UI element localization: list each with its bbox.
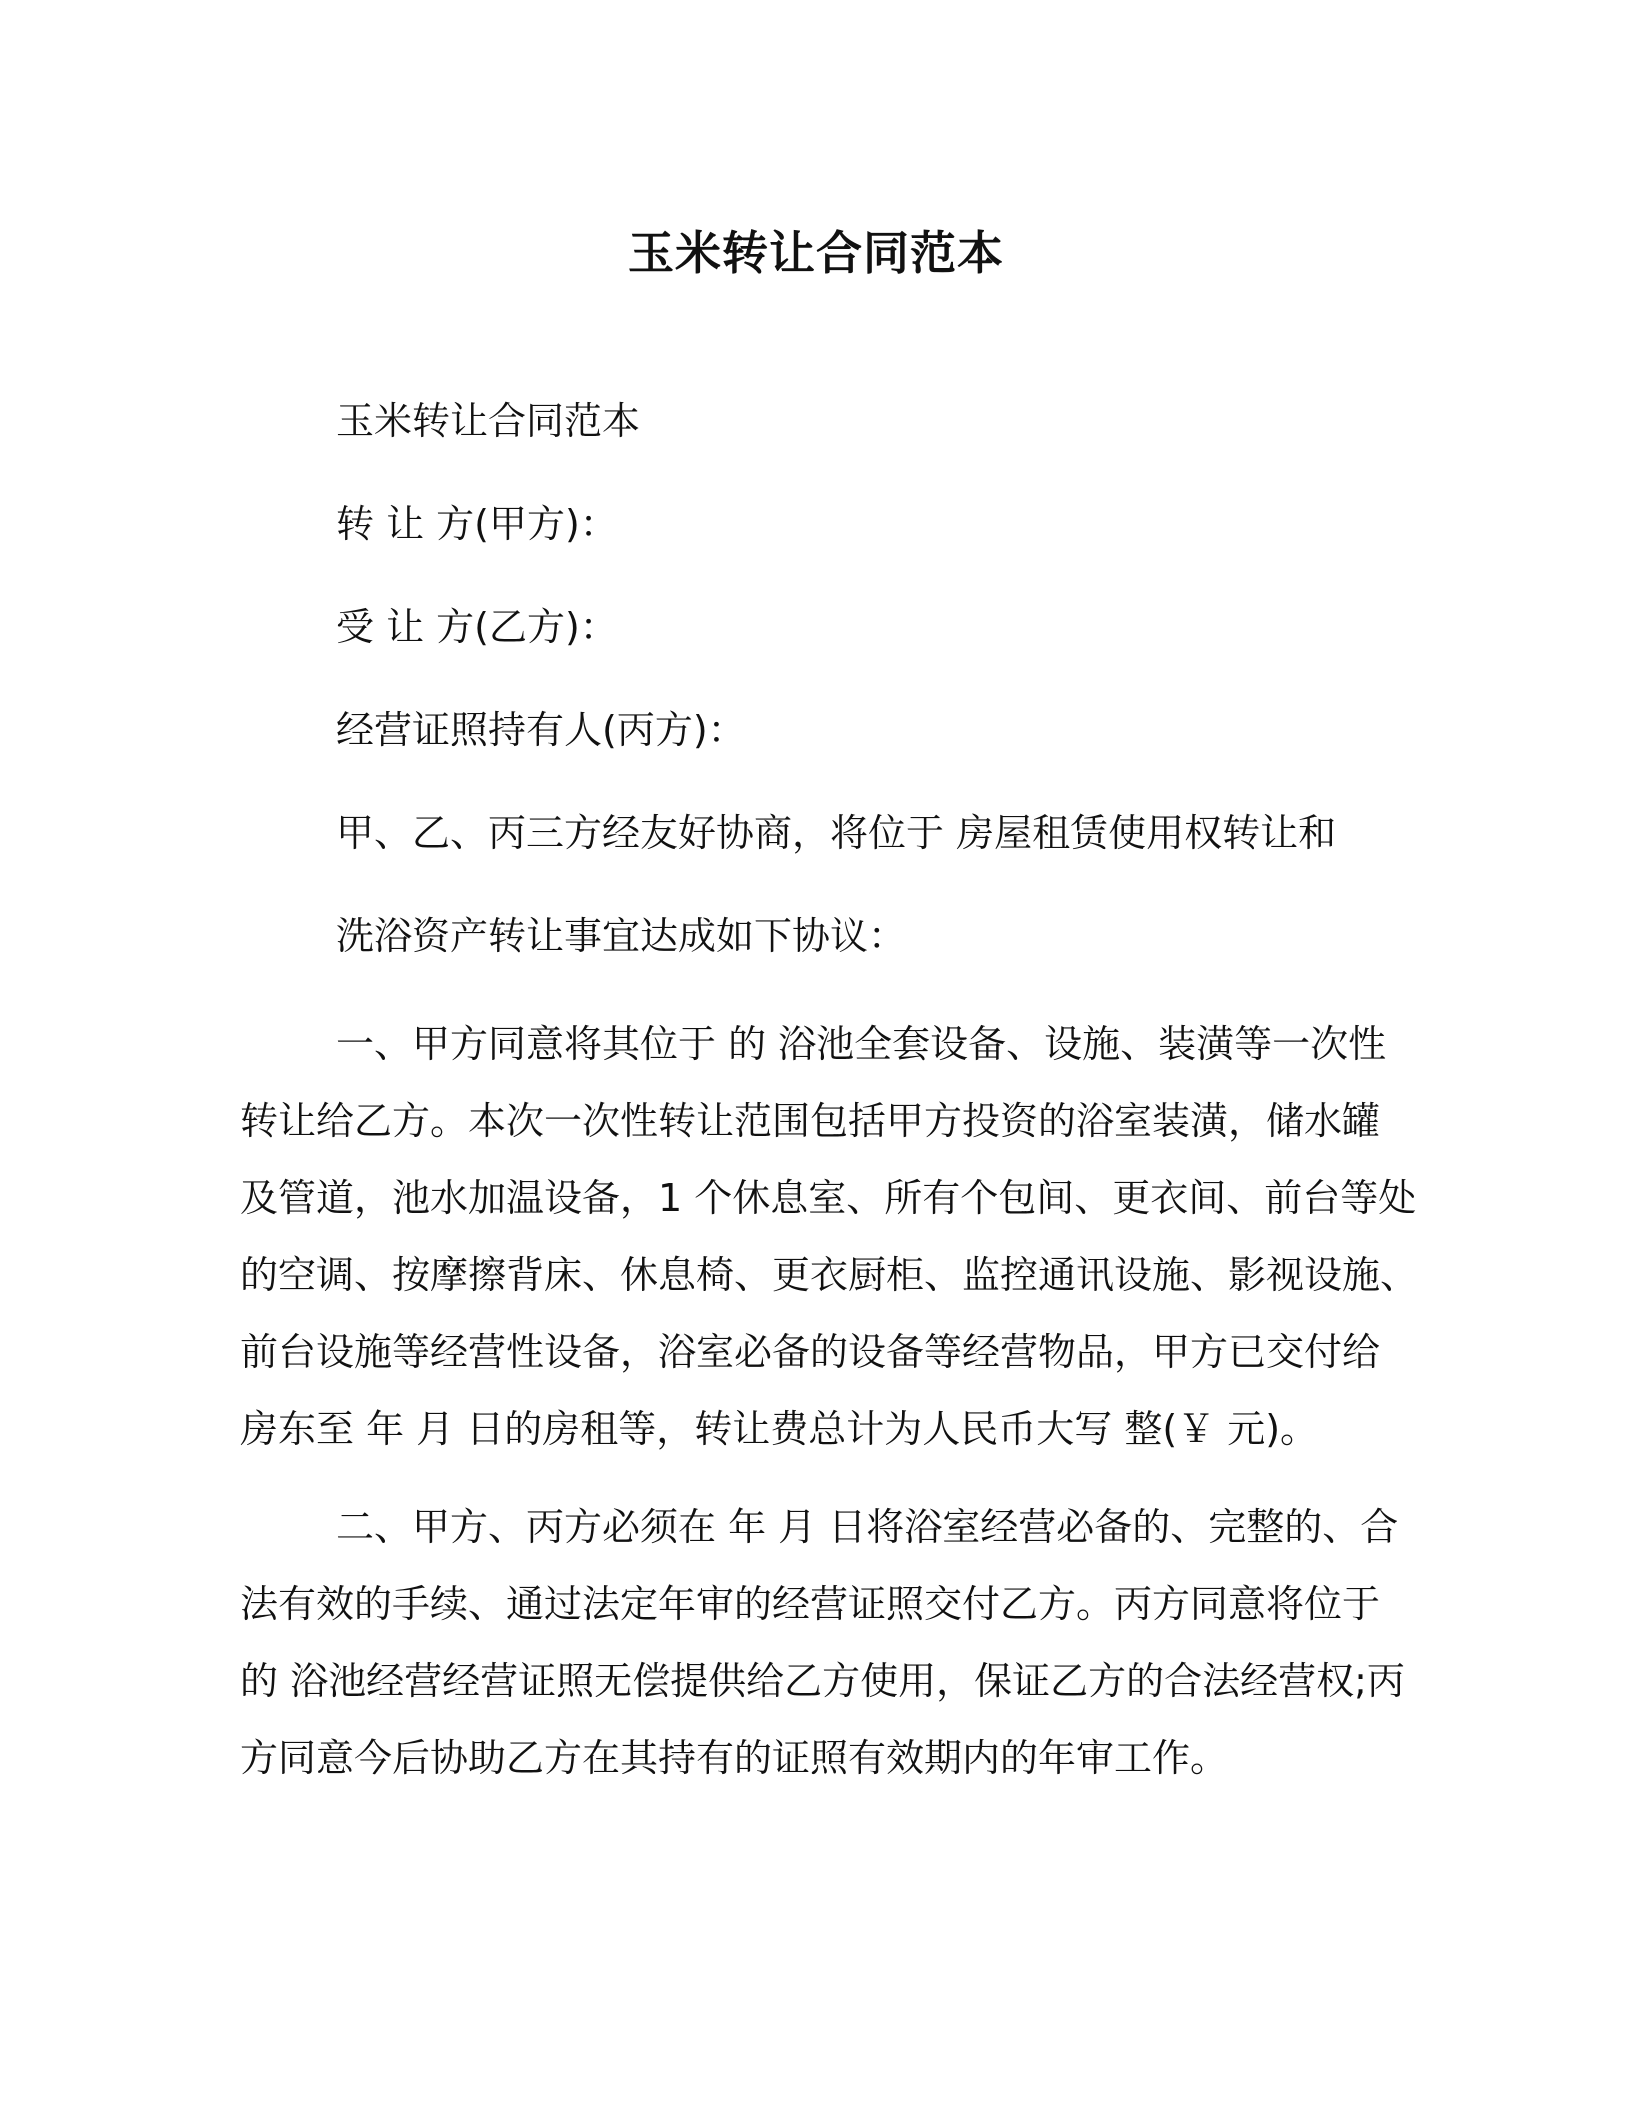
clause-1-line: 房东至 年 月 日的房租等，转让费总计为人民币大写 整(￥ 元)。	[240, 1407, 1319, 1451]
clause-2-line: 法有效的手续、通过法定年审的经营证照交付乙方。丙方同意将位于	[240, 1582, 1381, 1626]
clause-1-line: 的空调、按摩擦背床、休息椅、更衣厨柜、监控通讯设施、影视设施、	[240, 1253, 1419, 1297]
clause-2-line: 方同意今后协助乙方在其持有的证照有效期内的年审工作。	[240, 1736, 1229, 1780]
clause-2-line: 二、甲方、丙方必须在 年 月 日将浴室经营必备的、完整的、合	[336, 1505, 1399, 1549]
clause-1-line: 一、甲方同意将其位于 的 浴池全套设备、设施、装潢等一次性	[336, 1022, 1387, 1066]
party-b-label: 受 让 方(乙方)：	[336, 605, 618, 649]
intro-line-1: 甲、乙、丙三方经友好协商，将位于 房屋租赁使用权转让和	[336, 811, 1337, 855]
document-title: 玉米转让合同范本	[628, 226, 1004, 280]
clause-2-line: 的 浴池经营经营证照无偿提供给乙方使用，保证乙方的合法经营权;丙	[240, 1659, 1405, 1703]
document-subtitle: 玉米转让合同范本	[336, 399, 641, 443]
intro-line-2: 洗浴资产转让事宜达成如下协议：	[336, 914, 907, 958]
clause-1	[240, 1006, 1419, 1468]
party-c-label: 经营证照持有人(丙方)：	[336, 708, 746, 752]
clause-1-line: 及管道，池水加温设备，1 个休息室、所有个包间、更衣间、前台等处	[240, 1176, 1417, 1220]
clause-2	[240, 1489, 1405, 1797]
clause-1-line: 转让给乙方。本次一次性转让范围包括甲方投资的浴室装潢，储水罐	[240, 1099, 1381, 1143]
clause-1-line: 前台设施等经营性设备，浴室必备的设备等经营物品，甲方已交付给	[240, 1330, 1381, 1374]
party-a-label: 转 让 方(甲方)：	[336, 502, 618, 546]
